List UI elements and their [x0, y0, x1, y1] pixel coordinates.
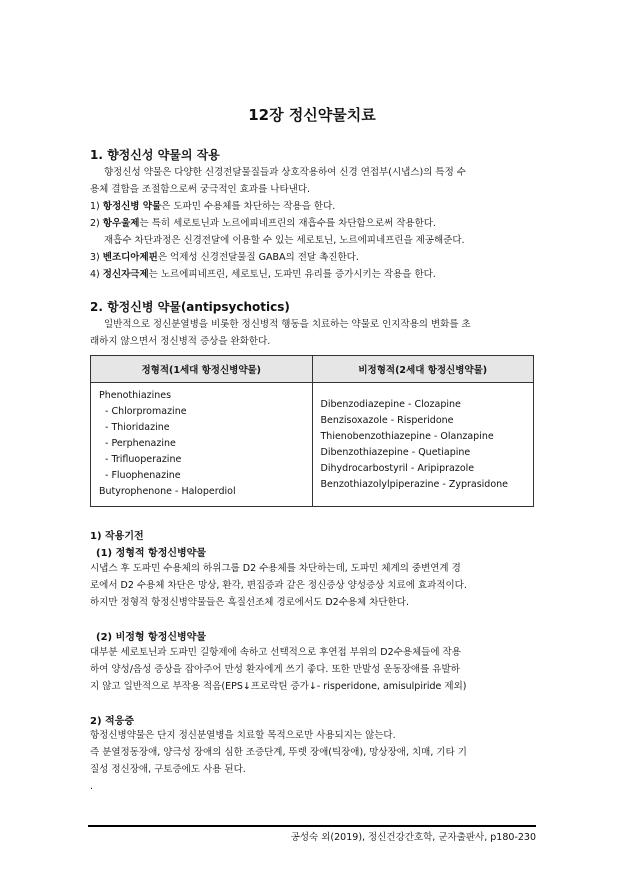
typical-mechanism-line: 하지만 정형적 항정신병약물들은 흑질선조체 경로에서도 D2수용체 차단한다. [90, 597, 409, 608]
typical-drug: - Chlorpromazine [105, 406, 187, 417]
item-text: 은 억제성 신경전달물질 GABA의 전달 촉진한다. [157, 252, 359, 263]
item-prefix: 1) [90, 201, 103, 212]
typical-drug: - Thioridazine [105, 422, 170, 433]
atypical-drug: Benzothiazolylpiperazine - Zyprasidone [320, 479, 509, 490]
typical-drug: - Perphenazine [105, 438, 176, 449]
typical-drug: Butyrophenone - Haloperdiol [99, 486, 236, 497]
atypical-mechanism-line: 하여 양성/음성 증상을 잡아주어 만성 환자에게 쓰기 좋다. 또한 만발성 운동장애를 유발하 [90, 664, 460, 675]
typical-column-header: 정형적(1세대 항정신병약물) [91, 356, 313, 383]
footer-divider [88, 825, 536, 827]
mechanism-heading: 1) 작용기전 [90, 531, 144, 542]
atypical-mechanism-heading: (2) 비정형 항정신병약물 [96, 632, 207, 643]
section2-intro-line1: 일반적으로 정신분열병을 비롯한 정신병적 행동을 치료하는 약물로 인지작용의 변화를 초 [104, 319, 471, 330]
item-prefix: 2) [90, 218, 103, 229]
section1-intro-line1: 향정신성 약물은 다양한 신경전달물질들과 상호작용하여 신경 연접부(시냅스)의 특정 수 [104, 167, 466, 178]
typical-drug: Phenothiazines [99, 390, 172, 401]
section1-item-2-note [104, 234, 554, 247]
item-prefix: 3) [90, 252, 103, 263]
atypical-drug-list [312, 383, 534, 507]
typical-mechanism-line: 시냅스 후 도파민 수용체의 하위그룹 D2 수용체를 차단하는데, 도파민 체계의 중변연계 경 [90, 563, 461, 574]
atypical-drug: Dihydrocarbostyril - Aripiprazole [320, 463, 475, 474]
atypical-drug: Dibenzodiazepine - Clozapine [320, 399, 461, 410]
indications-heading: 2) 적응증 [90, 716, 134, 727]
section1-item-1 [90, 200, 540, 213]
item-term: 정신자극제 [102, 269, 149, 280]
footer-citation: 공성숙 외(2019), 정신건강간호학, 군자출판사, p180-230 [290, 832, 536, 843]
typical-drug-list [91, 383, 313, 507]
item-text: 은 도파민 수용체를 차단하는 작용을 한다. [161, 201, 336, 212]
atypical-drug: Benzisoxazole - Risperidone [320, 415, 454, 426]
trailing-period: . [90, 781, 94, 792]
typical-mechanism-heading: (1) 정형적 항정신병약물 [96, 548, 207, 559]
item-text: 재흡수 차단과정은 신경전달에 이용할 수 있는 세로토닌, 노르에피네프린을 제공해준다. [104, 235, 465, 246]
indications-line: 즉 분열정동장애, 양극성 장애의 심한 조증단계, 뚜렛 장애(틱장애), 망상장애, 치매, 기타 기 [90, 747, 467, 758]
atypical-mechanism-line: 대부분 세로토닌과 도파민 길항제에 속하고 선택적으로 후연접 부위의 D2수용체들에 작용 [90, 647, 461, 658]
indications-line: 항정신병약물은 단지 정신분열병을 치료할 목적으로만 사용되지는 않는다. [90, 730, 396, 741]
item-term: 항정신병 약물 [102, 201, 162, 212]
item-text: 는 특히 세로토닌과 노르에피네프린의 재흡수를 차단함으로써 작용한다. [139, 218, 436, 229]
item-term: 벤조디아제핀 [102, 252, 158, 263]
section1-item-4 [90, 268, 540, 281]
typical-drug: - Fluophenazine [105, 470, 181, 481]
section1-item-3 [90, 251, 540, 264]
atypical-column-header: 비정형적(2세대 항정신병약물) [312, 356, 534, 383]
indications-line: 질성 정신장애, 구토증에도 사용 된다. [90, 764, 246, 775]
section1-heading: 1. 향정신성 약물의 작용 [90, 148, 220, 162]
atypical-mechanism-line: 지 않고 일반적으로 부작용 적음(EPS↓프로락틴 증가↓- risperidone, amisulpiride 제외) [90, 681, 467, 692]
typical-mechanism-line: 로에서 D2 수용체 차단은 망상, 환각, 편집증과 같은 정신증상 양성증상 치료에 효과적이다. [90, 580, 467, 591]
section2-intro-line2: 래하지 않으면서 정신병적 증상을 완화한다. [90, 336, 271, 347]
page-title: 12장 정신약물치료 [248, 106, 376, 124]
antipsychotics-table [90, 355, 534, 507]
typical-drug: - Trifluoperazine [105, 454, 182, 465]
atypical-drug: Dibenzothiazepine - Quetiapine [320, 447, 471, 458]
item-term: 항우울제 [102, 218, 140, 229]
section2-heading: 2. 항정신병 약물(antipsychotics) [90, 300, 290, 314]
item-text: 는 노르에피네프린, 세로토닌, 도파민 유리를 증가시키는 작용을 한다. [148, 269, 436, 280]
section1-intro-line2: 용체 결합을 조절함으로써 궁극적인 효과를 나타낸다. [90, 184, 311, 195]
section1-item-2 [90, 217, 540, 230]
item-prefix: 4) [90, 269, 103, 280]
atypical-drug: Thienobenzothiazepine - Olanzapine [320, 431, 494, 442]
